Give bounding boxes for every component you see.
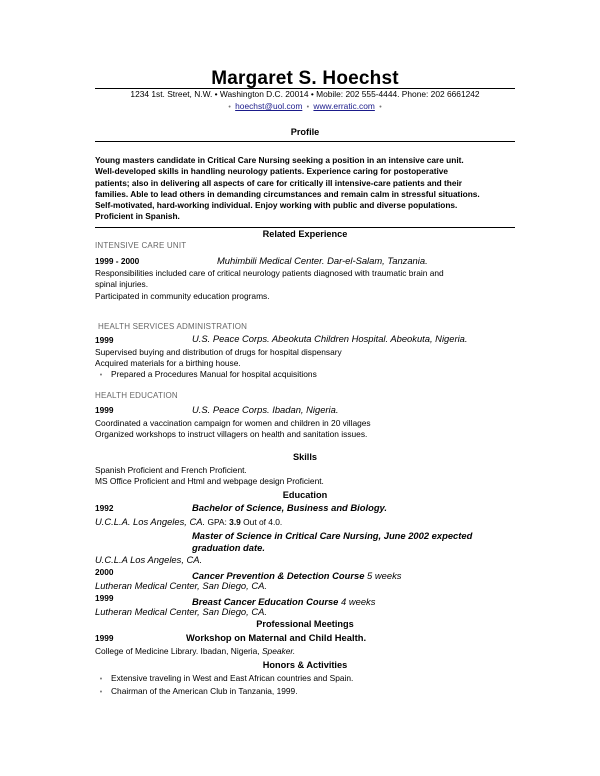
- meeting-detail: [95, 646, 295, 656]
- meeting-title: Workshop on Maternal and Child Health.: [186, 632, 367, 643]
- course-duration: 4 weeks: [338, 596, 376, 607]
- job-detail: Coordinated a vaccination campaign for women and children in 20 villages: [95, 418, 371, 428]
- profile-line: Young masters candidate in Critical Care Nursing seeking a position in an intensive care unit.: [95, 155, 464, 165]
- honors-item: [95, 686, 298, 696]
- education-institution: Lutheran Medical Center, San Diego, CA.: [95, 580, 267, 591]
- degree-title: Master of Science in Critical Care Nursing, June 2002 expected: [192, 530, 473, 541]
- job-organization: Muhimbili Medical Center. Dar-el-Salam, Tanzania.: [217, 255, 428, 266]
- job-years: 1999: [95, 405, 114, 415]
- bullet-icon: •: [99, 676, 103, 683]
- job-organization: U.S. Peace Corps. Ibadan, Nigeria.: [192, 404, 339, 415]
- job-bullet-item: [95, 369, 317, 379]
- profile-line: Proficient in Spanish.: [95, 211, 180, 222]
- education-place: [95, 516, 282, 527]
- job-detail: spinal injuries.: [95, 279, 149, 289]
- profile-line: families. Able to lead others in demanding circumstances and remain calm in stressful situations.: [95, 188, 480, 199]
- education-institution: U.C.L.A. Los Angeles, CA.: [95, 516, 206, 527]
- contact-line: 1234 1st. Street, N.W. • Washington D.C. 20014 • Mobile: 202 555-4444. Phone: 202 6661242: [130, 89, 480, 99]
- skills-heading: Skills: [292, 452, 317, 462]
- profile-line: Self-motivated, hard-working individual. Enjoy working with public and diverse populations.: [95, 200, 458, 211]
- job-detail: Responsibilities included care of critical neurology patients diagnosed with traumatic brain and: [95, 268, 444, 278]
- meetings-heading: Professional Meetings: [256, 619, 354, 629]
- education-heading: Education: [282, 490, 328, 500]
- experience-divider: [95, 227, 515, 228]
- profile-text: [95, 155, 515, 223]
- bullet-icon: •: [228, 104, 231, 111]
- job-category: HEALTH EDUCATION: [95, 391, 178, 400]
- job-category: INTENSIVE CARE UNIT: [95, 241, 187, 250]
- profile-heading: Profile: [290, 127, 320, 137]
- honors-heading: Honors & Activities: [262, 660, 348, 670]
- course-title: Breast Cancer Education Course: [192, 596, 339, 607]
- degree-title-continued: graduation date.: [192, 542, 265, 553]
- education-year: 2000: [95, 567, 114, 577]
- meeting-location: College of Medicine Library. Ibadan, Nigeria,: [95, 646, 262, 656]
- job-years: 1999: [95, 335, 114, 345]
- job-detail: Organized workshops to instruct villagers on health and sanitation issues.: [95, 429, 368, 439]
- website-link[interactable]: www.erratic.com: [313, 101, 375, 111]
- gpa-rest: Out of 4.0.: [240, 517, 283, 527]
- experience-heading: Related Experience: [262, 229, 348, 239]
- skills-line: MS Office Proficient and Html and webpage design Proficient.: [95, 476, 324, 486]
- honors-item: [95, 673, 353, 683]
- course-title: Cancer Prevention & Detection Course: [192, 570, 365, 581]
- meeting-year: 1999: [95, 633, 114, 643]
- profile-line: patients; also in delivering all aspects of care for critically ill intensive-care patients and their: [95, 177, 463, 188]
- education-institution: U.C.L.A Los Angeles, CA.: [95, 554, 203, 565]
- bullet-icon: •: [306, 104, 310, 111]
- job-category: HEALTH SERVICES ADMINISTRATION: [98, 322, 248, 331]
- honors-text: Chairman of the American Club in Tanzania, 1999.: [111, 686, 298, 696]
- bullet-text: Prepared a Procedures Manual for hospital acquisitions: [111, 369, 317, 379]
- bullet-icon: •: [379, 104, 382, 111]
- job-detail: Participated in community education programs.: [95, 291, 270, 301]
- email-link[interactable]: hoechst@uol.com: [235, 101, 303, 111]
- job-detail: Supervised buying and distribution of drugs for hospital dispensary: [95, 347, 342, 357]
- contact-links: [95, 101, 515, 111]
- profile-divider: [95, 141, 515, 142]
- profile-line: Well-developed skills in handling neurology patients. Experience caring for postoperative: [95, 166, 449, 177]
- course-duration: 5 weeks: [364, 570, 402, 581]
- bullet-icon: •: [99, 689, 103, 696]
- candidate-name: Margaret S. Hoechst: [211, 68, 399, 89]
- bullet-icon: •: [99, 372, 103, 379]
- education-year: 1992: [95, 503, 114, 513]
- gpa-label: GPA:: [205, 517, 230, 527]
- job-detail: Acquired materials for a birthing house.: [95, 358, 241, 368]
- gpa-value: 3.9: [229, 517, 241, 527]
- education-institution: Lutheran Medical Center, San Diego, CA.: [95, 606, 267, 617]
- job-organization: U.S. Peace Corps. Abeokuta Children Hospital. Abeokuta, Nigeria.: [192, 333, 468, 344]
- meeting-role: Speaker.: [261, 646, 296, 656]
- skills-line: Spanish Proficient and French Proficient.: [95, 465, 247, 475]
- degree-title: Bachelor of Science, Business and Biology.: [192, 502, 388, 513]
- job-years: 1999 - 2000: [95, 256, 140, 266]
- honors-text: Extensive traveling in West and East African countries and Spain.: [111, 673, 354, 683]
- education-year: 1999: [95, 593, 114, 603]
